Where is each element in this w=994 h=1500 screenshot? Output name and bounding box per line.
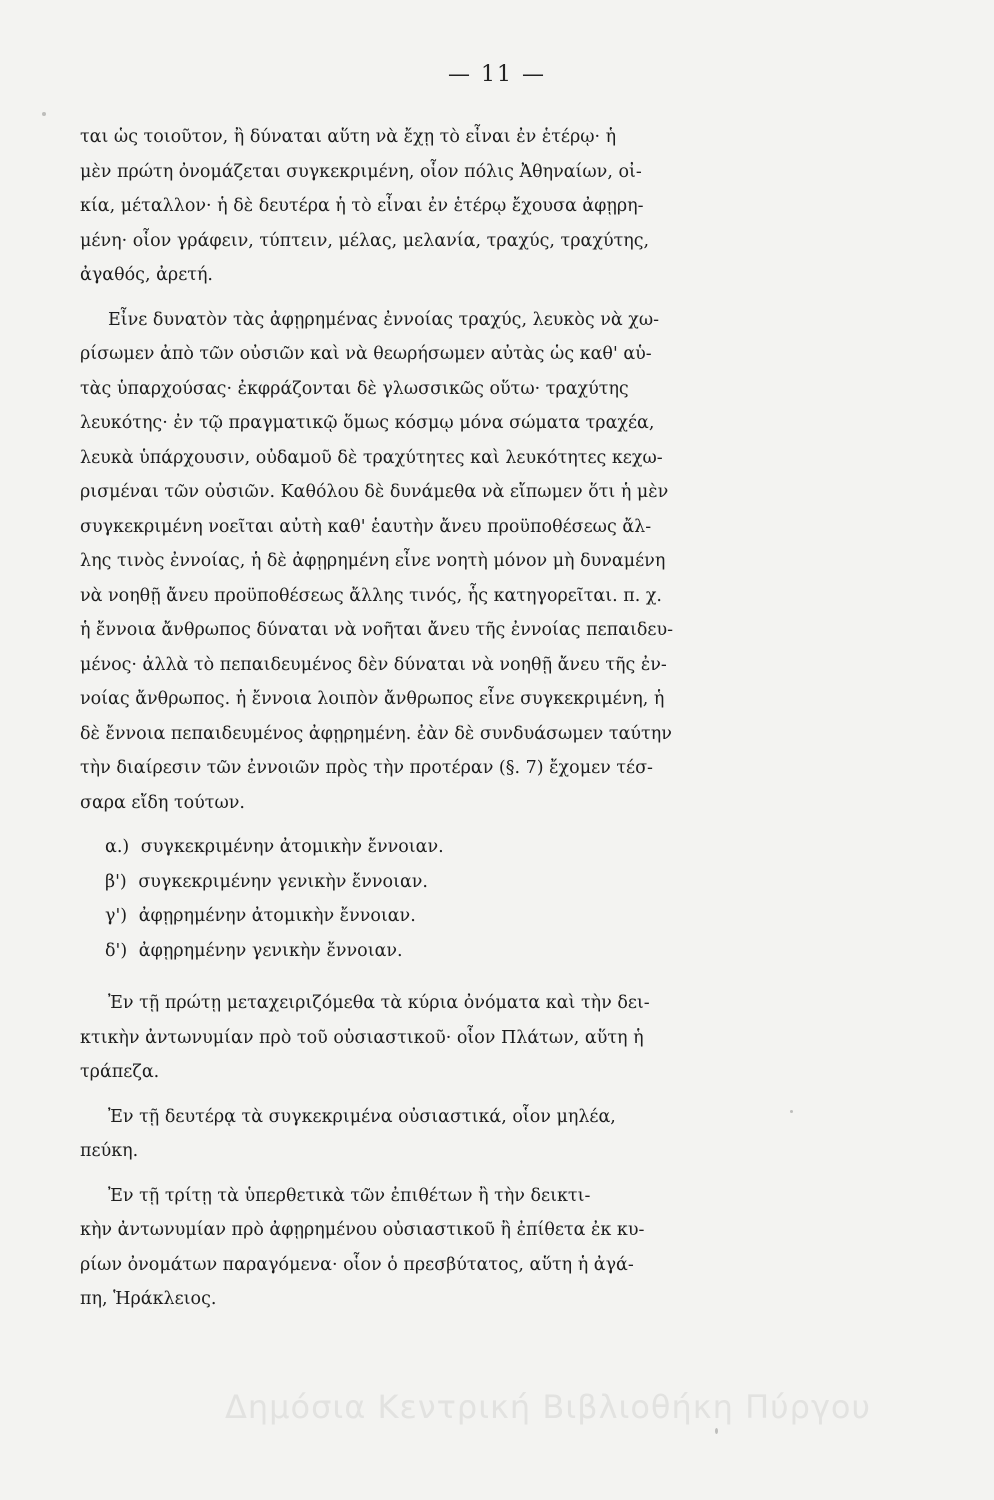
list-item — [80, 899, 830, 934]
paper-speck — [42, 112, 46, 116]
text-line: πη, Ἡράκλειος. — [80, 1289, 217, 1309]
list-marker: δ') — [105, 940, 128, 961]
text-line: κτικὴν ἀντωνυμίαν πρὸ τοῦ οὐσιαστικοῦ· οἷον Πλάτων, αὕτη ἡ — [80, 1027, 644, 1048]
text-line: δὲ ἔννοια πεπαιδευμένος ἀφῃρημένη. ἐὰν δὲ συνδυάσωμεν ταύτην — [80, 723, 672, 744]
list-text: συγκεκριμένην γενικὴν ἔννοιαν. — [138, 871, 428, 892]
text-line: μένη· οἷον γράφειν, τύπτειν, μέλας, μελανία, τραχύς, τραχύτης, — [80, 230, 650, 251]
text-line: ται ὡς τοιοῦτον, ἢ δύναται αὕτη νὰ ἔχῃ τὸ εἶναι ἐν ἑτέρῳ· ἡ — [80, 127, 617, 147]
text-line: ρίσωμεν ἀπὸ τῶν οὐσιῶν καὶ νὰ θεωρήσωμεν αὐτὰς ὡς καθ' αὑ- — [80, 344, 652, 364]
page-number: — 11 — — [448, 62, 546, 87]
text-line: Ἐν τῇ τρίτῃ τὰ ὑπερθετικὰ τῶν ἐπιθέτων ἢ τὴν δεικτι- — [108, 1185, 591, 1206]
text-line: συγκεκριμένη νοεῖται αὐτὴ καθ' ἑαυτὴν ἄνευ προϋποθέσεως ἄλ- — [80, 516, 652, 537]
list-item — [80, 865, 830, 900]
text-line: τὴν διαίρεσιν τῶν ἐννοιῶν πρὸς τὴν προτέραν (§. 7) ἔχομεν τέσ- — [80, 758, 653, 778]
paragraph-5 — [80, 1179, 830, 1317]
text-line: λευκὰ ὑπάρχουσιν, οὐδαμοῦ δὲ τραχύτητες καὶ λευκότητες κεχω- — [80, 447, 663, 468]
list-item — [80, 934, 830, 969]
text-line: κία, μέταλλον· ἡ δὲ δευτέρα ἡ τὸ εἶναι ἐν ἑτέρῳ ἔχουσα ἀφῃρη- — [80, 196, 644, 216]
text-line: Εἶνε δυνατὸν τὰς ἀφῃρημένας ἐννοίας τραχύς, λευκὸς νὰ χω- — [108, 309, 660, 330]
text-line: ρισμέναι τῶν οὐσιῶν. Καθόλου δὲ δυνάμεθα νὰ εἴπωμεν ὅτι ἡ μὲν — [80, 482, 669, 502]
list-text: ἀφῃρημένην ἀτομικὴν ἔννοιαν. — [138, 906, 416, 926]
text-line: πεύκη. — [80, 1141, 139, 1161]
text-line: ἀγαθός, ἀρετή. — [80, 265, 213, 285]
text-line: σαρα εἴδη τούτων. — [80, 792, 245, 813]
list-marker: β') — [105, 871, 127, 892]
text-line: νὰ νοηθῇ ἄνευ προϋποθέσεως ἄλλης τινός, ἧς κατηγορεῖται. π. χ. — [80, 585, 662, 606]
text-line: Ἐν τῇ πρώτῃ μεταχειριζόμεθα τὰ κύρια ὀνόματα καὶ τὴν δει- — [108, 993, 650, 1013]
text-line: μένος· ἀλλὰ τὸ πεπαιδευμένος δὲν δύναται νὰ νοηθῇ ἄνευ τῆς ἐν- — [80, 654, 667, 675]
text-line: λευκότης· ἐν τῷ πραγματικῷ ὅμως κόσμῳ μόνα σώματα τραχέα, — [80, 413, 655, 433]
text-line: κὴν ἀντωνυμίαν πρὸ ἀφῃρημένου οὐσιαστικοῦ ἢ ἐπίθετα ἐκ κυ- — [80, 1220, 645, 1240]
paragraph-4 — [80, 1100, 830, 1169]
paper-speck — [790, 1110, 793, 1113]
page-body — [80, 120, 830, 1317]
text-line: νοίας ἄνθρωπος. ἡ ἔννοια λοιπὸν ἄνθρωπος εἶνε συγκεκριμένη, ἡ — [80, 689, 665, 709]
text-line: λης τινὸς ἐννοίας, ἡ δὲ ἀφῃρημένη εἶνε νοητὴ μόνον μὴ δυναμένη — [80, 551, 666, 571]
paper-speck — [715, 1428, 718, 1434]
paragraph-3 — [80, 986, 830, 1090]
library-watermark: Δημόσια Κεντρική Βιβλιοθήκη Πύργου — [225, 1388, 871, 1426]
text-line: τὰς ὑπαρχούσας· ἐκφράζονται δὲ γλωσσικῶς οὕτω· τραχύτης — [80, 378, 629, 399]
text-line: μὲν πρώτη ὀνομάζεται συγκεκριμένη, οἷον πόλις Ἀθηναίων, οἰ- — [80, 161, 642, 182]
paragraph-2 — [80, 303, 830, 821]
text-line: ἡ ἔννοια ἄνθρωπος δύναται νὰ νοῆται ἄνευ τῆς ἐννοίας πεπαιδευ- — [80, 620, 674, 640]
text-line: τράπεζα. — [80, 1062, 160, 1082]
text-line: Ἐν τῇ δευτέρᾳ τὰ συγκεκριμένα οὐσιαστικά, οἷον μηλέα, — [108, 1106, 616, 1127]
list-marker: γ') — [105, 906, 128, 926]
list-text: συγκεκριμένην ἀτομικὴν ἔννοιαν. — [140, 837, 444, 857]
text-line: ρίων ὀνομάτων παραγόμενα· οἷον ὁ πρεσβύτατος, αὕτη ἡ ἀγά- — [80, 1254, 634, 1275]
list-item — [80, 830, 830, 865]
list-text: ἀφῃρημένην γενικὴν ἔννοιαν. — [138, 940, 403, 961]
list-marker: α.) — [105, 837, 130, 857]
paragraph-1 — [80, 120, 830, 293]
concept-types-list — [80, 830, 830, 968]
